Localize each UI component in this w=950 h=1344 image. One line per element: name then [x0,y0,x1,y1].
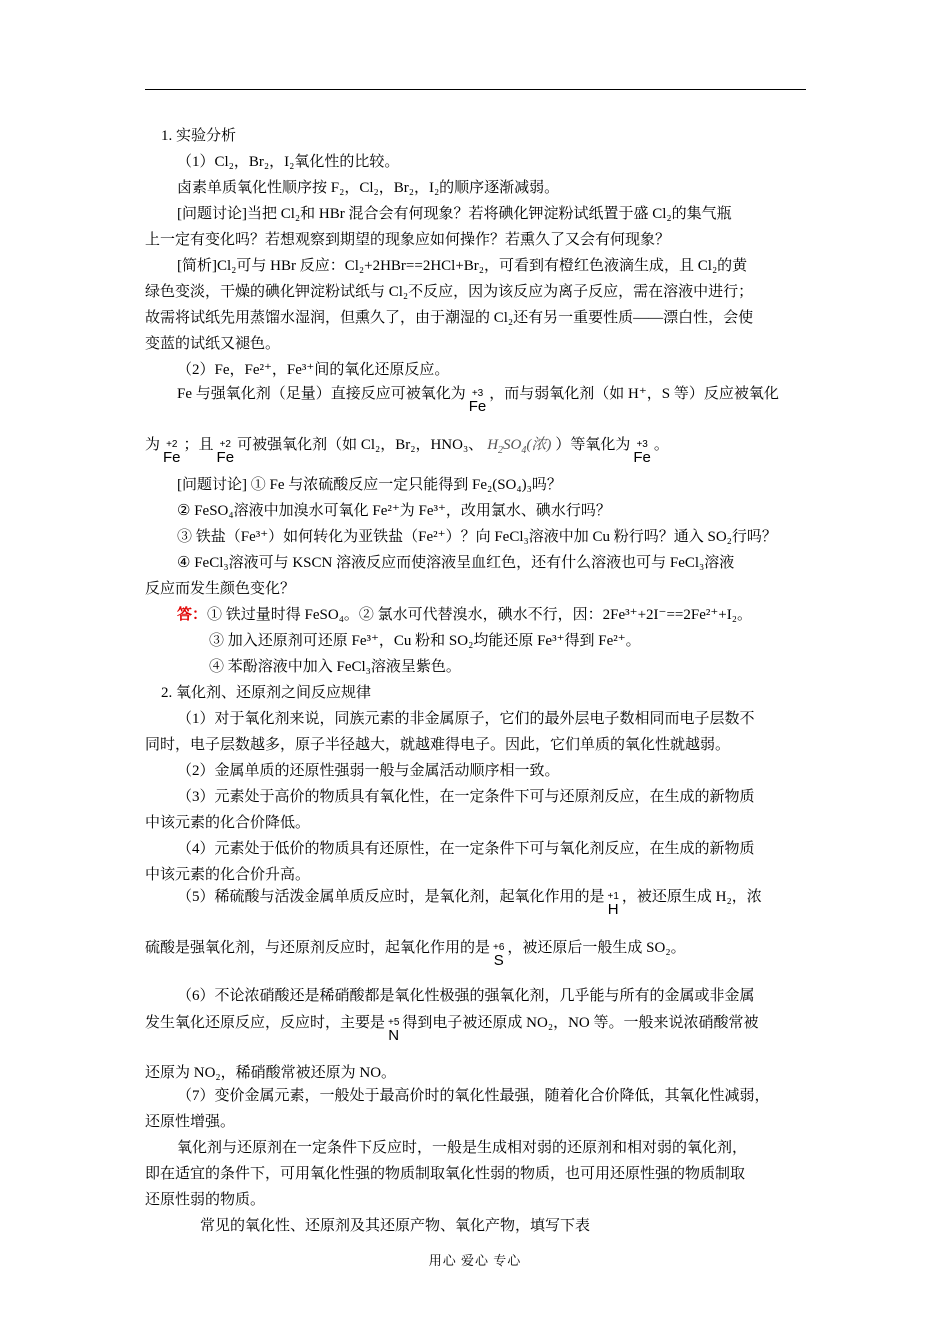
paragraph [145,1012,758,1044]
oxidation-value: +2 [166,439,178,450]
paragraph: ② FeSO₄溶液中加溴水可氧化 Fe²⁺为 Fe³⁺，改用氯水、碘水行吗？ [177,503,611,519]
paragraph: 故需将试纸先用蒸馏水湿润，但熏久了，由于潮湿的 Cl₂还有另一重要性质——漂白性，会使 [145,310,754,326]
paragraph: （1）Cl₂，Br₂，I₂氧化性的比较。 [177,154,400,170]
text: ，被还原后一般生成 SO₂。 [507,940,686,956]
formula-part: (浓) [526,437,552,453]
paragraph: 同时，电子层数越多，原子半径越大，就越难得电子。因此，它们单质的氧化性就越弱。 [145,737,731,753]
paragraph: 中该元素的化合价升高。 [145,867,311,883]
section-heading: 1. 实验分析 [161,128,237,144]
paragraph: 变蓝的试纸又褪色。 [145,336,281,352]
text: （5）稀硫酸与活泼金属单质反应时，是氧化剂，起氧化作用的是 [177,889,605,905]
text: ① 铁过量时得 FeSO₄。② 氯水可代替溴水，碘水不行，因：2Fe³⁺+2I⁻==2Fe²⁺+I₂。 [207,607,752,623]
element-symbol: S [493,952,504,969]
formula-part: H [487,437,499,453]
paragraph: 常见的氧化性、还原剂及其还原产物、氧化产物，填写下表 [200,1218,591,1234]
page-footer: 用心 爱心 专心 [428,1253,522,1268]
text: ）等氧化为 [555,437,631,453]
text: 发生氧化还原反应，反应时，主要是 [145,1015,386,1031]
paragraph: ③ 铁盐（Fe³⁺）如何转化为亚铁盐（Fe²⁺）？向 FeCl₃溶液中加 Cu 粉行吗？通入 SO₂行吗？ [177,529,777,545]
text: 硫酸是强氧化剂，与还原剂反应时，起氧化作用的是 [145,940,491,956]
paragraph: （4）元素处于低价的物质具有还原性，在一定条件下可与氧化剂反应，在生成的新物质 [177,841,755,857]
formula-part: 4 [521,445,527,456]
paragraph: ④ FeCl₃溶液可与 KSCN 溶液反应而使溶液呈血红色，还有什么溶液也可与 FeCl₃溶液 [177,555,735,571]
oxidation-state-n5 [388,1018,399,1044]
paragraph: 还原性弱的物质。 [145,1192,266,1208]
paragraph: 绿色变淡，干燥的碘化钾淀粉试纸与 Cl₂不反应，因为该反应为离子反应，需在溶液中进行； [145,284,754,300]
oxidation-value: +2 [219,439,231,450]
paragraph: [问题讨论]当把 Cl₂和 HBr 混合会有何现象？若将碘化钾淀粉试纸置于盛 Cl₂的集气瓶 [177,206,732,222]
oxidation-value: +6 [493,942,505,953]
element-symbol: Fe [163,449,181,466]
paragraph: 上一定有变化吗？若想观察到期望的现象应如何操作？若熏久了又会有何现象？ [145,232,671,248]
text: 可被强氧化剂（如 Cl₂，Br₂，HNO₃、 [237,437,484,453]
paragraph: [问题讨论] ① Fe 与浓硫酸反应一定只能得到 Fe₂(SO₄)₃吗？ [177,477,562,493]
element-symbol: H [607,901,619,918]
text: ；且 [183,437,214,453]
paragraph [177,383,779,415]
answer-line [177,604,752,626]
paragraph: 氧化剂与还原剂在一定条件下反应时，一般是生成相对弱的还原剂和相对弱的氧化剂， [177,1140,748,1156]
paragraph: （1）对于氧化剂来说，同族元素的非金属原子，它们的最外层电子数相同而电子层数不 [177,711,755,727]
paragraph: 即在适宜的条件下，可用氧化性强的物质制取氧化性弱的物质，也可用还原性强的物质制取 [145,1166,746,1182]
formula-part: 2 [498,445,504,456]
oxidation-state-fe2 [163,440,181,466]
paragraph [145,434,669,466]
formula-h2so4 [487,434,551,462]
text: 为 [145,437,161,453]
paragraph: （3）元素处于高价的物质具有氧化性，在一定条件下可与还原剂反应，在生成的新物质 [177,789,755,805]
paragraph: 还原为 NO₂，稀硝酸常被还原为 NO。 [145,1065,397,1081]
paragraph: （2）金属单质的还原性强弱一般与金属活动顺序相一致。 [177,763,560,779]
element-symbol: Fe [633,449,651,466]
text: 得到电子被还原成 NO₂，NO 等。一般来说浓硝酸常被 [402,1015,759,1031]
oxidation-state-fe2 [217,440,235,466]
paragraph: ④ 苯酚溶液中加入 FeCl₃溶液呈紫色。 [209,659,461,675]
oxidation-state-h1 [608,892,619,918]
section-heading: 2. 氧化剂、还原剂之间反应规律 [161,685,372,701]
paragraph: （7）变价金属元素，一般处于最高价时的氧化性最强，随着化合价降低，其氧化性减弱， [177,1088,770,1104]
oxidation-state-s6 [493,943,504,969]
text: Fe 与强氧化剂（足量）直接反应可被氧化为 [177,386,466,402]
oxidation-value: +5 [388,1017,400,1028]
text: ，被还原生成 H₂，浓 [621,889,762,905]
paragraph [177,886,762,918]
paragraph: 卤素单质氧化性顺序按 F₂，Cl₂，Br₂，I₂的顺序逐渐减弱。 [177,180,560,196]
answer-label: 答： [177,607,208,623]
oxidation-value: +3 [636,439,648,450]
paragraph: （2）Fe，Fe²⁺，Fe³⁺间的氧化还原反应。 [177,362,450,378]
paragraph: 反应而发生颜色变化？ [145,581,296,597]
text: ，而与弱氧化剂（如 H⁺，S 等）反应被氧化 [489,386,779,402]
paragraph: ③ 加入还原剂可还原 Fe³⁺，Cu 粉和 SO₂均能还原 Fe³⁺得到 Fe²⁺。 [209,633,641,649]
element-symbol: Fe [468,398,487,415]
oxidation-state-fe3 [633,440,651,466]
paragraph: 中该元素的化合价降低。 [145,815,311,831]
paragraph [145,937,686,969]
oxidation-state-fe3 [469,389,487,415]
text: 。 [653,437,669,453]
paragraph: （6）不论浓硝酸还是稀硝酸都是氧化性极强的强氧化剂，几乎能与所有的金属或非金属 [177,988,755,1004]
paragraph: [简析]Cl₂可与 HBr 反应：Cl₂+2HBr==2HCl+Br₂，可看到有橙红色液滴生成，且 Cl₂的黄 [177,258,748,274]
oxidation-value: +1 [607,891,619,902]
header-rule [145,89,806,90]
element-symbol: Fe [216,449,235,466]
paragraph: 还原性增强。 [145,1114,236,1130]
element-symbol: N [388,1027,400,1044]
oxidation-value: +3 [471,388,484,399]
formula-part: SO [503,437,522,453]
